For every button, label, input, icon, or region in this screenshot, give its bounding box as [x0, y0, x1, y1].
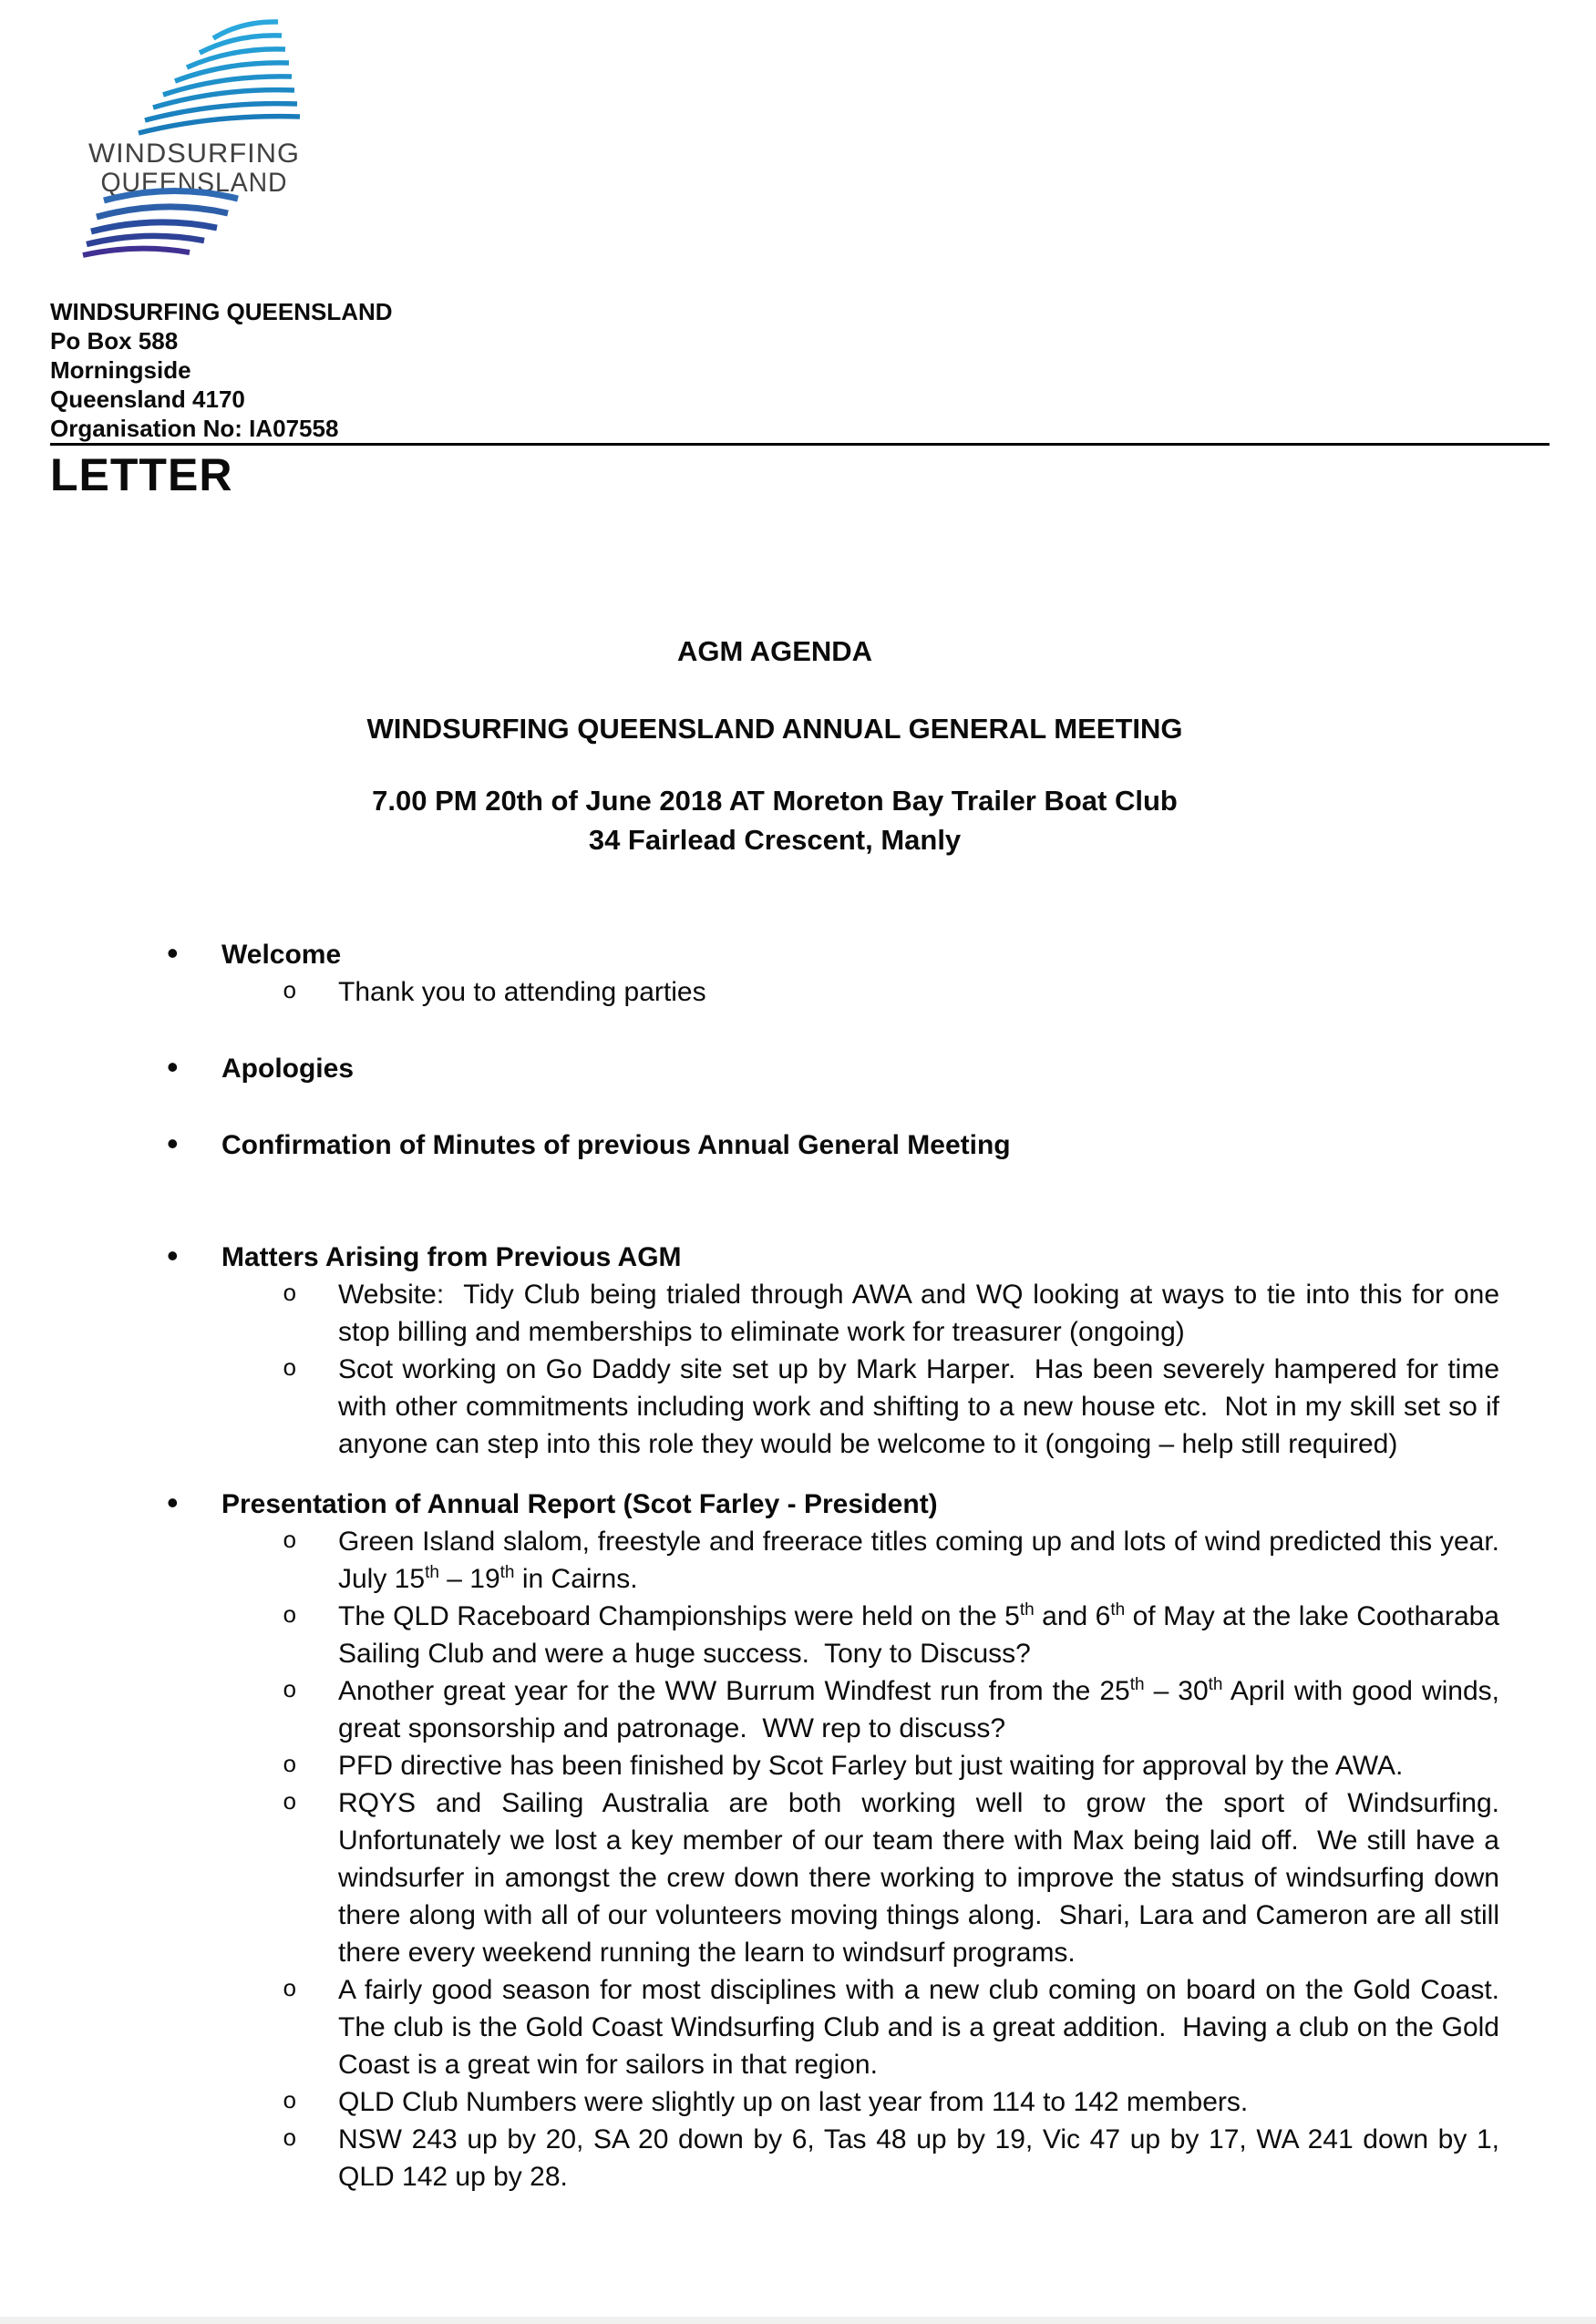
agenda-subitem-text: PFD directive has been finished by Scot Farley but just waiting for approval by the AWA. — [338, 1751, 1404, 1781]
address-block — [50, 297, 393, 443]
sub-bullet-icon: o — [283, 1789, 297, 1816]
page-bottom-edge — [0, 2317, 1596, 2324]
bullet-icon: • — [167, 1484, 179, 1521]
agenda-subitem — [0, 1276, 1596, 1351]
bullet-icon: • — [167, 1125, 179, 1162]
superscript: th — [1129, 1675, 1145, 1694]
sub-bullet-icon: o — [283, 1280, 297, 1308]
agenda-subitem — [0, 2121, 1596, 2195]
agenda-subitem-text: RQYS and Sailing Australia are both working well to grow the sport of Windsurfing. Unfortunately we lost a key member of our team there with Max being laid off. We still have a windsurfer in amongst the crew down there working to improve the status of windsurfing down there along with all of our volunteers moving things along. Shari, Lara and Cameron are all still there every weekend running the learn to windsurf programs. — [338, 1788, 1515, 1968]
org-name: WINDSURFING QUEENSLAND — [50, 298, 393, 325]
agenda-title: AGM AGENDA — [676, 635, 873, 667]
agenda-item — [0, 1126, 1596, 1164]
agenda-subitem — [0, 1672, 1596, 1747]
agenda-subitem — [0, 1523, 1596, 1598]
sub-bullet-icon: o — [283, 2125, 297, 2153]
sub-bullet-icon: o — [283, 978, 297, 1005]
address-line-city: Morningside — [50, 356, 191, 384]
agenda-item-label: Matters Arising from Previous AGM — [221, 1242, 682, 1272]
superscript: th — [1110, 1600, 1126, 1620]
agenda-subitem-text: A fairly good season for most disciplines with a new club coming on board on the Gold Coast. The club is the Gold Coast Windsurfing Club and is a great addition. Having a club on the Gold Coast is a great win for sailors in that region. — [338, 1975, 1515, 2080]
sub-bullet-icon: o — [283, 2088, 297, 2115]
bullet-icon: • — [167, 1048, 179, 1085]
agenda-subitem — [0, 1351, 1596, 1463]
meeting-address: 34 Fairlead Crescent, Manly — [588, 824, 962, 856]
wave-stripes-icon — [83, 190, 238, 255]
agenda-item-label: Apologies — [221, 1054, 355, 1084]
agenda-subitem — [0, 973, 1596, 1011]
superscript: th — [499, 1563, 515, 1582]
agenda-subitem-text: Thank you to attending parties — [338, 977, 706, 1007]
superscript: th — [1208, 1675, 1223, 1694]
meeting-datetime: 7.00 PM 20th of June 2018 AT Moreton Bay Trailer Boat Club — [372, 785, 1178, 817]
agenda-item — [0, 1050, 1596, 1087]
agenda-item — [0, 1239, 1596, 1463]
agenda-item-label: Confirmation of Minutes of previous Annual General Meeting — [221, 1130, 1011, 1160]
agenda-subitem-text: Green Island slalom, freestyle and freerace titles coming up and lots of wind predicted this year. July 15th – 19th in Cairns. — [338, 1527, 1515, 1594]
logo-text-line2: QUEENSLAND — [100, 168, 288, 198]
address-line-state: Queensland 4170 — [50, 386, 245, 413]
agenda-subitem — [0, 1747, 1596, 1784]
sub-bullet-icon: o — [283, 1527, 297, 1555]
meeting-title: WINDSURFING QUEENSLAND ANNUAL GENERAL MEETING — [366, 713, 1183, 745]
bullet-icon: • — [167, 1237, 179, 1274]
agenda-item-label: Welcome — [221, 940, 342, 970]
doc-type-heading: LETTER — [50, 449, 233, 500]
bullet-icon: • — [167, 934, 179, 972]
superscript: th — [1019, 1600, 1035, 1620]
sub-bullet-icon: o — [283, 1752, 297, 1779]
agenda-subitem-text: Another great year for the WW Burrum Windfest run from the 25th – 30th April with good winds, great sponsorship and patronage. WW rep to discuss? — [338, 1675, 1508, 1743]
agenda-list — [0, 936, 1596, 2195]
address-line-po: Po Box 588 — [50, 327, 179, 355]
superscript: th — [425, 1563, 439, 1582]
agenda-subitem-text: QLD Club Numbers were slightly up on last year from 114 to 142 members. — [338, 2087, 1249, 2117]
logo-text-line1: WINDSURFING — [88, 139, 300, 169]
agenda-item — [0, 1486, 1596, 2195]
title-block — [50, 632, 1499, 859]
agenda-subitem-text: The QLD Raceboard Championships were held on the 5th and 6th of May at the lake Cootharaba Sailing Club and were a huge success. Tony to Discuss? — [338, 1600, 1508, 1669]
sail-stripes-icon — [139, 22, 300, 133]
header-divider — [50, 443, 1550, 446]
agenda-subitem — [0, 2083, 1596, 2121]
agenda-subitem-text: Scot working on Go Daddy site set up by Mark Harper. Has been severely hampered for time with other commitments including work and shifting to a new house etc. Not in my skill set so if anyone can step into this role they would be welcome to it (ongoing – help still required) — [338, 1354, 1508, 1459]
windsurfing-queensland-logo — [53, 7, 367, 267]
sub-bullet-icon: o — [283, 1976, 297, 2003]
agenda-item — [0, 936, 1596, 1011]
sub-bullet-icon: o — [283, 1602, 297, 1630]
org-number: Organisation No: IA07558 — [50, 415, 339, 442]
agenda-subitem — [0, 1598, 1596, 1672]
agenda-subitem — [0, 1971, 1596, 2083]
agenda-subitem-text: NSW 243 up by 20, SA 20 down by 6, Tas 48 up by 19, Vic 47 up by 17, WA 241 down by 1, QLD 142 up by 28. — [338, 2124, 1508, 2192]
agenda-subitem-text: Website: Tidy Club being trialed through AWA and WQ looking at ways to tie into this for one stop billing and memberships to eliminate work for treasurer (ongoing) — [338, 1280, 1508, 1347]
sub-bullet-icon: o — [283, 1355, 297, 1383]
agenda-item-label: Presentation of Annual Report (Scot Farley - President) — [221, 1489, 938, 1519]
agenda-subitem — [0, 1784, 1596, 1971]
sub-bullet-icon: o — [283, 1677, 297, 1704]
